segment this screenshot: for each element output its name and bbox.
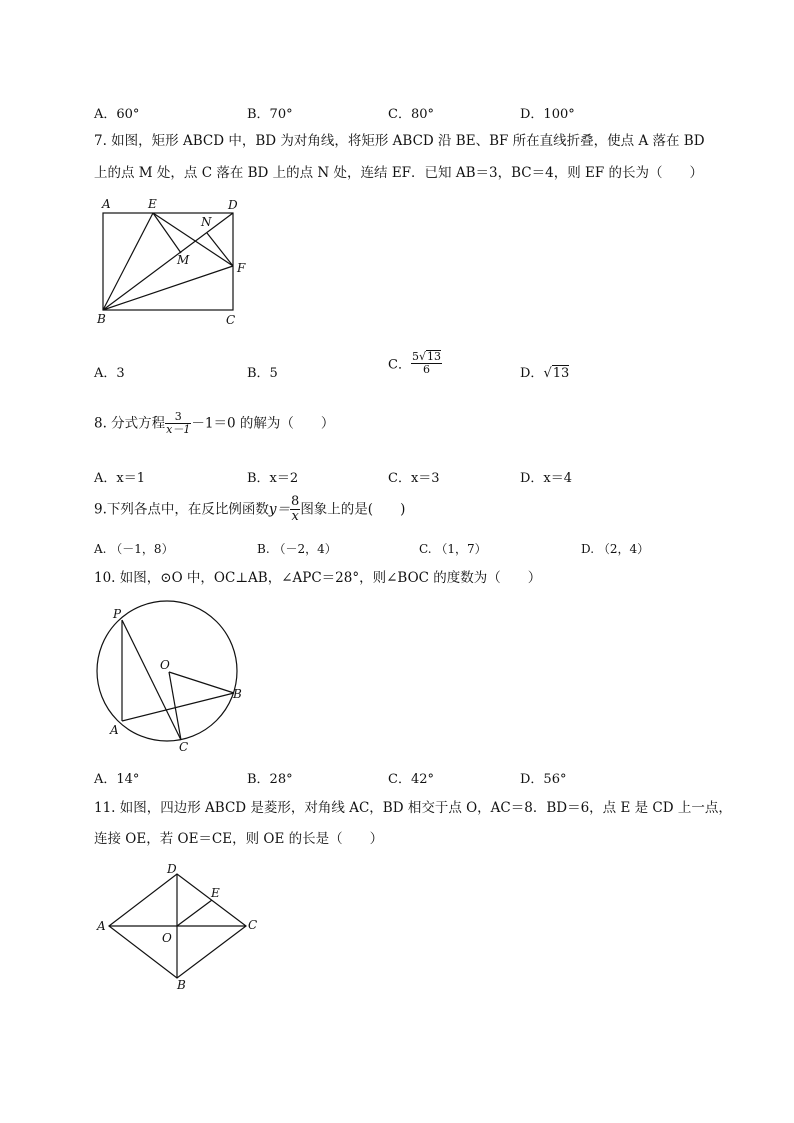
q7-segment-ef bbox=[153, 213, 233, 266]
q10-chord-ab bbox=[122, 693, 234, 721]
q11-stem-line2: 连接 OE，若 OE＝CE，则 OE 的长是（ ） bbox=[94, 831, 384, 847]
q7-option-a: A．3 bbox=[94, 366, 125, 381]
q10-label-o: O bbox=[160, 658, 170, 672]
q8-option-a: A．x＝1 bbox=[94, 471, 145, 486]
q9-option-c: C. （1，7） bbox=[419, 542, 487, 556]
q7-stem-line1: 7. 如图，矩形 ABCD 中，BD 为对角线，将矩形 ABCD 沿 BE、BF 所在直线折叠，使点 A 落在 BD bbox=[94, 133, 705, 149]
q8-prefix: 8. 分式方程 bbox=[94, 415, 166, 432]
q7-option-c-denominator: 6 bbox=[422, 363, 430, 376]
q7-label-b: B bbox=[97, 312, 106, 326]
q8-option-d: D．x＝4 bbox=[520, 471, 573, 486]
q7-label-e: E bbox=[148, 197, 157, 211]
q7-option-c bbox=[388, 350, 442, 376]
q10-stem: 10. 如图，⊙O 中，OC⊥AB，∠APC＝28°，则∠BOC 的度数为（ ） bbox=[94, 570, 542, 586]
q11-stem-line1: 11. 如图，四边形 ABCD 是菱形，对角线 AC，BD 相交于点 O，AC＝8．BD＝6，点 E 是 CD 上一点， bbox=[94, 800, 732, 816]
q7-label-c: C bbox=[226, 313, 236, 327]
q11-label-a: A bbox=[97, 919, 106, 933]
q7-diagonal-bd bbox=[103, 213, 233, 310]
q10-radius-oc bbox=[169, 672, 181, 740]
q10-chord-pc bbox=[122, 620, 181, 740]
q6-option-c: C．80° bbox=[388, 107, 434, 122]
q9-prefix: 9.下列各点中，在反比例函数 bbox=[94, 501, 269, 518]
q9-suffix: 图象上的是( ) bbox=[300, 501, 406, 518]
q8-option-c: C．x＝3 bbox=[388, 471, 440, 486]
q10-circle-figure bbox=[90, 600, 250, 760]
q9-stem bbox=[94, 495, 405, 524]
q11-label-e: E bbox=[211, 886, 220, 900]
q7-label-a: A bbox=[102, 197, 111, 211]
q9-option-b: B. （－2，4） bbox=[257, 542, 337, 556]
q8-fraction bbox=[165, 411, 191, 436]
q7-segment-nf bbox=[207, 233, 233, 266]
q10-label-b: B bbox=[233, 687, 242, 701]
q10-label-c: C bbox=[179, 740, 189, 754]
q7-option-c-coef: 5 bbox=[411, 350, 419, 363]
q8-stem bbox=[94, 411, 334, 436]
q9-variable: y＝ bbox=[268, 501, 291, 518]
q6-option-a: A．60° bbox=[94, 107, 140, 122]
q8-fraction-numerator: 3 bbox=[165, 411, 191, 424]
q9-option-a: A. （－1，8） bbox=[94, 542, 174, 556]
q7-option-d: D．√13 bbox=[520, 366, 570, 381]
q11-label-d: D bbox=[167, 862, 177, 876]
q11-label-o: O bbox=[162, 931, 172, 945]
q8-suffix: －1＝0 的解为（ ） bbox=[191, 415, 335, 432]
q8-option-b: B．x＝2 bbox=[247, 471, 299, 486]
q7-label-m: M bbox=[177, 253, 190, 267]
q7-segment-em bbox=[153, 213, 181, 253]
q7-option-c-fraction: $\frac{5√13}{6}$ bbox=[411, 350, 441, 376]
q10-option-b: B．28° bbox=[247, 772, 293, 787]
q7-option-c-radicand: 13 bbox=[426, 350, 441, 363]
q11-segment-oe bbox=[177, 900, 212, 926]
q10-radius-ob bbox=[169, 672, 234, 693]
q7-label-n: N bbox=[201, 215, 212, 229]
q7-label-f: F bbox=[237, 261, 246, 275]
q10-option-d: D．56° bbox=[520, 772, 567, 787]
q11-label-c: C bbox=[248, 918, 258, 932]
q7-rectangle-fold-figure bbox=[90, 192, 260, 332]
q6-option-b: B．70° bbox=[247, 107, 293, 122]
q10-option-a: A．14° bbox=[94, 772, 140, 787]
q9-option-d: D. （2，4） bbox=[581, 542, 650, 556]
q7-option-d-prefix: D． bbox=[520, 366, 544, 381]
q11-rhombus-figure bbox=[92, 858, 264, 994]
q7-option-c-prefix: C． bbox=[388, 357, 411, 373]
q10-label-p: P bbox=[113, 607, 122, 621]
q7-label-d: D bbox=[228, 198, 238, 212]
q6-option-d: D．100° bbox=[520, 107, 575, 122]
q7-stem-line2: 上的点 M 处，点 C 落在 BD 上的点 N 处，连结 EF．已知 AB＝3，BC＝4，则 EF 的长为（ ） bbox=[94, 165, 703, 181]
q11-label-b: B bbox=[177, 978, 186, 992]
q7-option-b: B．5 bbox=[247, 366, 278, 381]
q7-option-d-radicand: 13 bbox=[552, 366, 570, 381]
q9-fraction bbox=[290, 495, 300, 524]
q9-fraction-numerator: 8 bbox=[291, 494, 300, 509]
q9-fraction-denominator: x bbox=[291, 509, 299, 524]
q10-label-a: A bbox=[110, 723, 119, 737]
q10-option-c: C．42° bbox=[388, 772, 434, 787]
q8-fraction-denominator: x－1 bbox=[166, 423, 191, 436]
